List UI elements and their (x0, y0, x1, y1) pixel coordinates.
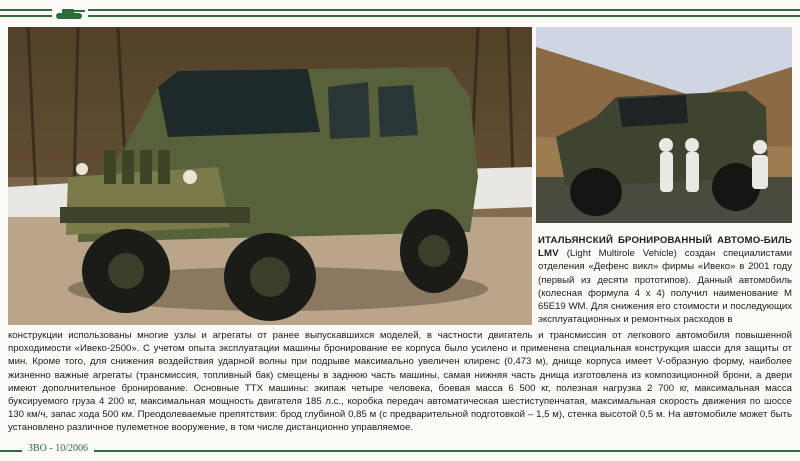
lead-caps: ИТАЛЬЯНСКИЙ БРОНИРОВАННЫЙ АВТОМО-БИЛЬ LMV (538, 235, 792, 260)
footer-rule (0, 441, 800, 461)
article-body: конструкции использованы многие узлы и агрегаты от ранее выпускавшихся моделей, в частности двигатель и трансмиссия от легкового автомобиля повышенной проходимости «Ивеко-2500». С учетом опыта эксплуатации машины бронирование ее корпуса было усилено и применена специальная конструкция шасси для защиты от мин. Кроме того, для снижения воздействия ударной волны при подрыве максимально увеличен клиренс (0,473 м), днище корпуса имеет V-образную форму, наиболее жизненно важные агрегаты (трансмиссия, топливный бак) смещены в заднюю часть машины, самая нижняя часть днища изготовлена из композиционной брони, а двери имеют дополнительное бронирование. Основные ТТХ машины: экипаж четыре человека, боевая масса 6 500 кг, полезная нагрузка 2 700 кг, максимальная масса буксируемого груза 4 200 кг, максимальная мощность двигателя 185 л.с., коробка передач автоматическая шестиступенчатая, максимальная скорость движения по шоссе 130 км/ч, запас хода 500 км. Преодолеваемые препятствия: брод глубиной 0,85 м (с предварительной подготовкой – 1,5 м), стенка высотой 0,5 м. На автомобиле может быть установлено различное пулеметное вооружение, в том числе дистанционно управляемое. (8, 330, 792, 434)
tank-icon (52, 4, 88, 22)
lead-text: (Light Multirole Vehicle) создан специалистами отделения «Дефенс викл» фирмы «Ивеко» в 2001 году (первый из десяти прототипов). Данный автомобиль (колесная формула 4 х 4) получил наименование М 65Е19 WM. Для снижения его стоимости и последующих эксплуатационных и ремонтных расходов в (538, 248, 792, 326)
lead-paragraph (538, 234, 792, 326)
header-rule (0, 0, 800, 26)
page-number: ЗВО - 10/2006 (22, 443, 94, 454)
vehicle-photo-main (8, 27, 532, 325)
vehicle-photo-side (536, 27, 792, 223)
